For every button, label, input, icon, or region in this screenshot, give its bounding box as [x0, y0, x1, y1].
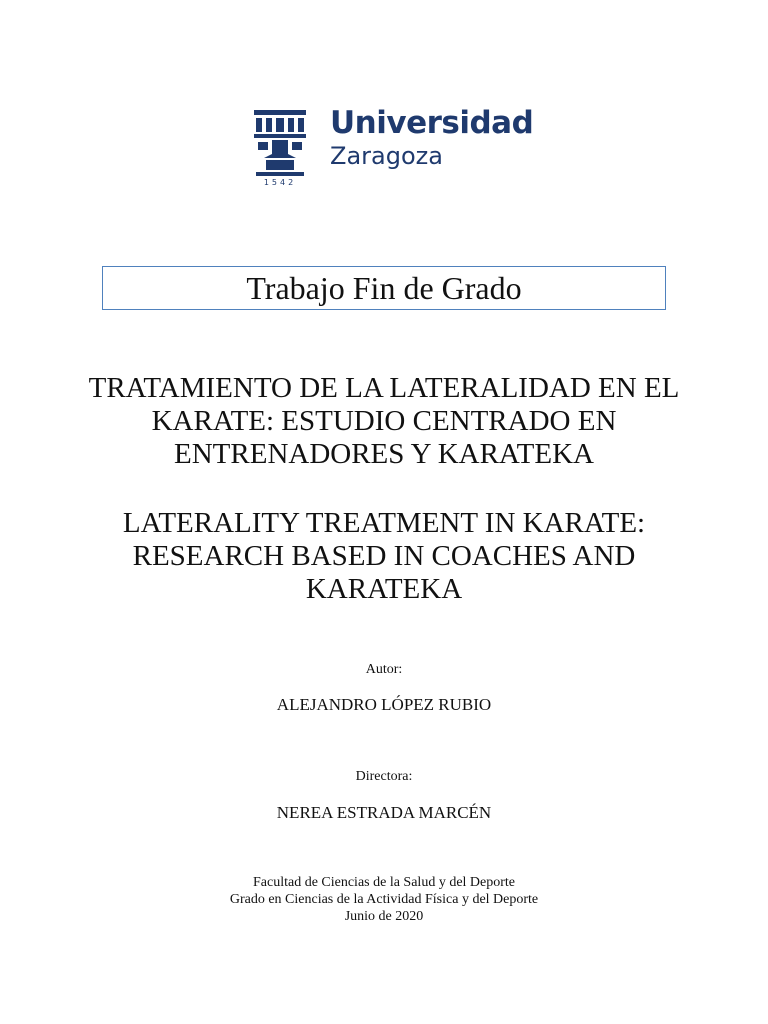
director-label: Directora:: [355, 769, 413, 784]
document-type: Trabajo Fin de Grado: [246, 269, 522, 306]
footer-degree: Grado en Ciencias de la Actividad Física y del Deporte: [229, 892, 539, 907]
title-spanish: TRATAMIENTO DE LA LATERALIDAD EN EL KARATE: ESTUDIO CENTRADO EN ENTRENADORES Y KARATEKA: [88, 372, 680, 470]
logo-year: 1542: [263, 178, 297, 187]
title-english: LATERALITY TREATMENT IN KARATE: RESEARCH BASED IN COACHES AND KARATEKA: [122, 507, 646, 605]
logo-name-line2: Zaragoza: [330, 142, 443, 170]
university-logo: [218, 86, 550, 206]
director-name: NEREA ESTRADA MARCÉN: [276, 803, 492, 822]
footer-date: Junio de 2020: [344, 909, 424, 924]
document-type-box: [102, 266, 666, 310]
footer-faculty: Facultad de Ciencias de la Salud y del Deporte: [252, 875, 516, 890]
author-label: Autor:: [365, 662, 403, 677]
author-name: ALEJANDRO LÓPEZ RUBIO: [276, 695, 492, 714]
footer: [60, 874, 708, 925]
logo-name-line1: Universidad: [330, 105, 534, 141]
